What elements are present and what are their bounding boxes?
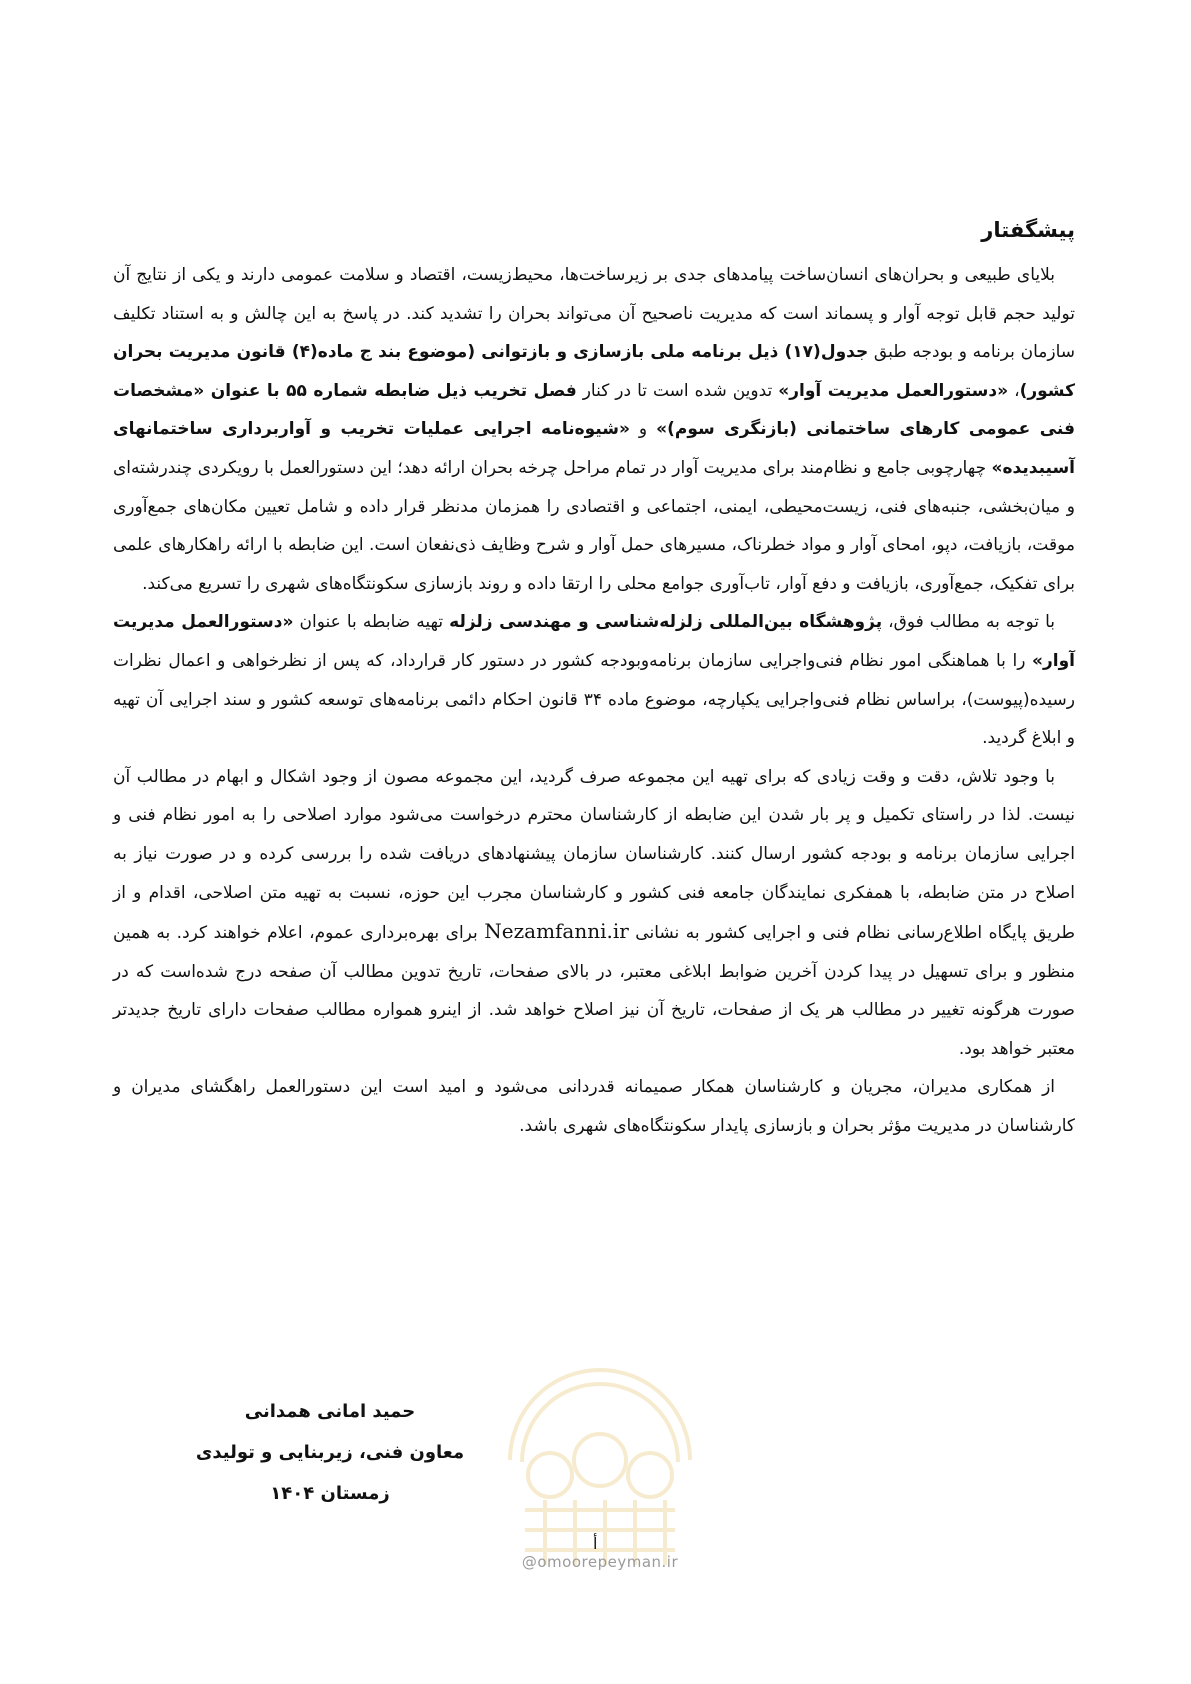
signatory-title: معاون فنی، زیربنایی و تولیدی (195, 1442, 465, 1463)
p2-bold-1: پژوهشگاه بین‌المللی زلزله‌شناسی و مهندسی زلزله (449, 612, 883, 633)
p1-text-5: چهارچوبی جامع و نظام‌مند برای مدیریت آوار در تمام مراحل چرخه بحران ارائه دهد؛ این دستورالعمل با رویکردی چندرشته‌ای و میان‌بخشی، جنبه‌های فنی، زیست‌محیطی، ایمنی، اجتماعی و اقتصادی را همزمان مدنظر قرار داده و شامل تعیین مکان‌های جمع‌آوری موقت، بازیافت، دپو، امحای آوار و مواد خطرناک، مسیرهای حمل آوار و شرح وظایف ذی‌نفعان است. این ضابطه با ارائه راهکارهای علمی برای تفکیک، جمع‌آوری، بازیافت و دفع آوار، تاب‌آوری جوامع محلی را ارتقا داده و روند بازسازی سکونتگاه‌های شهری را تسریع می‌کند. (113, 457, 1075, 594)
paragraph-1 (113, 256, 1075, 603)
seal-logo-icon (490, 1340, 710, 1575)
paragraph-3 (113, 758, 1075, 1069)
paragraph-4: از همکاری مدیران، مجریان و کارشناسان همکار صمیمانه قدردانی می‌شود و امید است این دستورالعمل راهگشای مدیران و کارشناسان در مدیریت مؤثر بحران و بازسازی پایدار سکونتگاه‌های شهری باشد. (113, 1077, 1075, 1137)
signatory-name: حمید امانی همدانی (244, 1401, 416, 1422)
website-link[interactable]: Nezamfanni.ir (484, 919, 629, 944)
p2-text-2: تهیه ضابطه با عنوان (293, 612, 450, 633)
p2-text-1: با توجه به مطالب فوق، (882, 612, 1055, 633)
p3-text-2: برای بهره‌برداری عموم، اعلام خواهند کرد. به همین منظور و برای تسهیل در پیدا کردن آخرین ضوابط ابلاغی معتبر، در بالای صفحات، تاریخ تدوین مطالب آن صفحه درج شده‌است که در صورت هرگونه تغییر در مطالب هر یک از صفحات، تاریخ آن نیز اصلاح خواهد شد. از اینرو همواره مطالب صفحات دارای تاریخ جدیدتر معتبر خواهد بود. (113, 923, 1075, 1059)
p1-text-1: بلایای طبیعی و بحران‌های انسان‌ساخت پیامدهای جدی بر زیرساخت‌ها، محیط‌زیست، اقتصاد و سلامت عمومی دارند و یکی از نتایج آن تولید حجم قابل توجه آوار و پسماند است که مدیریت ناصحیح آن می‌تواند بحران را تشدید کند. در پاسخ به این چالش و به استناد تکلیف سازمان برنامه و بودجه طبق (113, 265, 1075, 363)
p1-text-4: و (629, 419, 657, 440)
p1-text-2: ، (1008, 380, 1020, 401)
p3-text-1: با وجود تلاش، دقت و وقت زیادی که برای تهیه این مجموعه صرف گردید، این مجموعه مصون از وجود اشکال و ابهام در مطالب آن نیست. لذا در راستای تکمیل و پر بار شدن این ضابطه از کارشناسان محترم درخواست می‌شود موارد اصلاحی را به امور نظام فنی و اجرایی سازمان برنامه و بودجه کشور ارسال کنند. کارشناسان سازمان پیشنهادهای دریافت شده را بررسی کرده و در صورت نیاز به اصلاح در متن ضابطه، با همفکری نمایندگان جامعه فنی کشور و کارشناسان مجرب این حوزه، نسبت به تهیه متن اصلاحی، اقدام و از طریق پایگاه اطلاع‌رسانی نظام فنی و اجرایی کشور به نشانی (113, 766, 1075, 944)
p2-text-3: را با هماهنگی امور نظام فنی‌واجرایی سازمان برنامه‌وبودجه کشور در دستور کار قرارداد، که پس از نظرخواهی و اعمال نظرات رسیده(پیوست)، براساس نظام فنی‌واجرایی یکپارچه، موضوع ماده ۳۴ قانون احکام دائمی برنامه‌های توسعه کشور و سند اجرایی آن تهیه و ابلاغ گردید. (113, 650, 1075, 749)
page-number: أ (593, 1534, 598, 1553)
page-heading: پیشگفتار (981, 218, 1075, 242)
p1-bold-3: فصل تخریب ذیل ضابطه شماره ۵۵ با عنوان «مشخصات فنی عمومی کارهای ساختمانی (بازنگری سوم)» (113, 380, 1075, 440)
p1-bold-2: «دستورالعمل مدیریت آوار» (778, 380, 1009, 401)
p2-bold-2: «دستورالعمل مدیریت آوار» (113, 612, 1075, 671)
signature-date: زمستان ۱۴۰۴ (270, 1483, 390, 1504)
signature-block (190, 1391, 470, 1514)
p1-bold-1: جدول(۱۷) ذیل برنامه ملی بازسازی و بازتوانی (موضوع بند ج ماده(۴) قانون مدیریت بحران کشور) (113, 342, 1075, 401)
paragraph-2 (113, 603, 1075, 757)
body-text (113, 256, 1075, 1146)
p1-bold-4: «شیوه‌نامه اجرایی عملیات تخریب و آواربرداری ساختمانهای آسیبدیده» (113, 419, 1075, 478)
p1-text-3: تدوین شده است تا در کنار (576, 380, 779, 401)
watermark-text: @omoorepeyman.ir (521, 1553, 679, 1571)
